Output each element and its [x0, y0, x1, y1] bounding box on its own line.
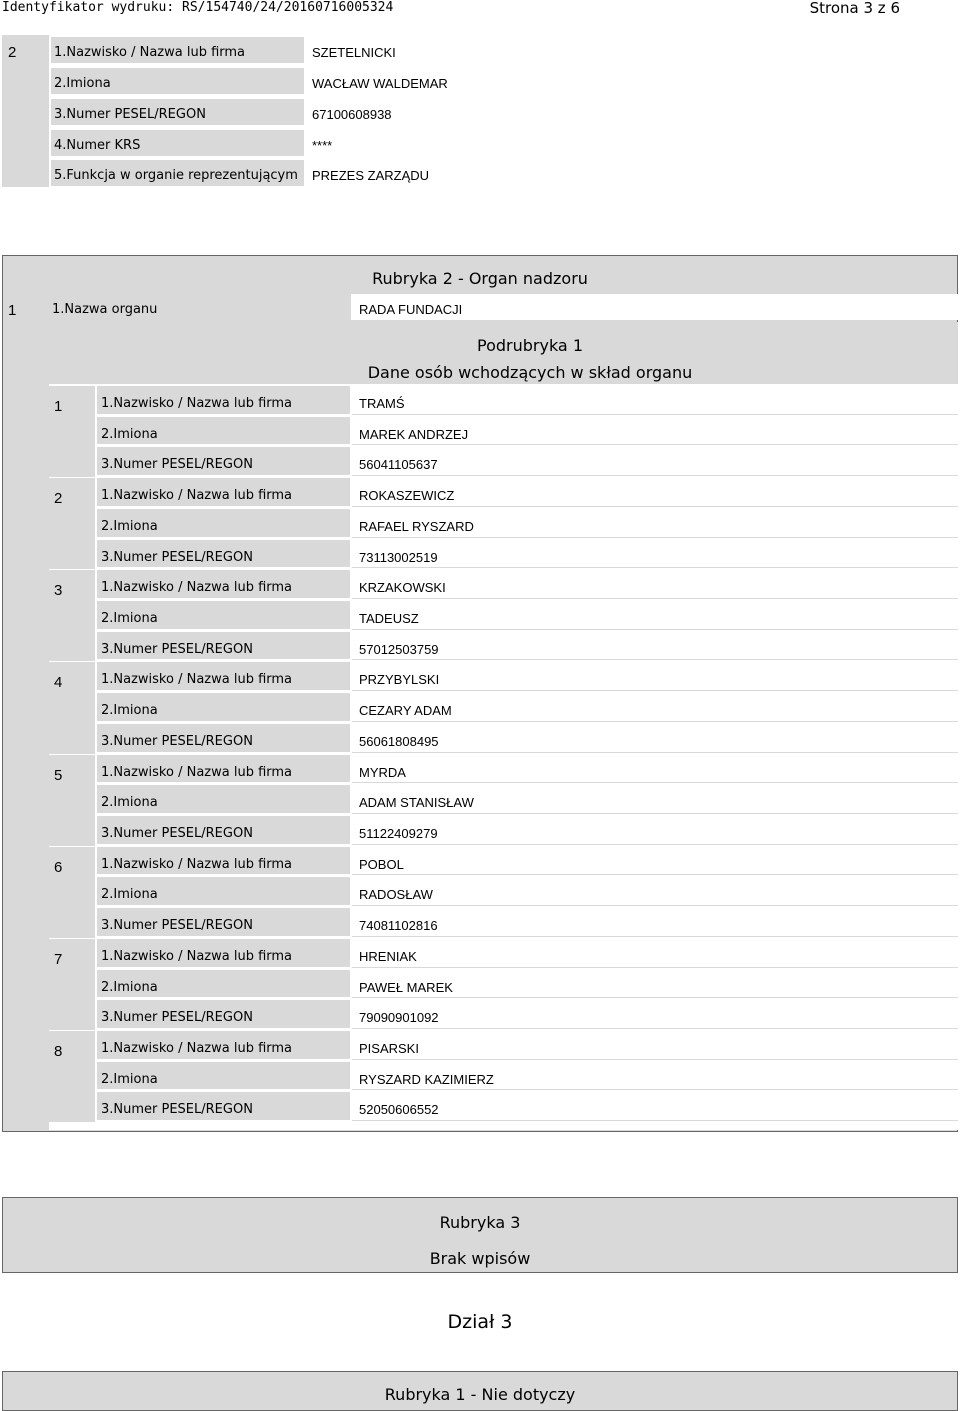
person-row-divider: [352, 813, 958, 814]
podrubryka-subtitle: Dane osób wchodzących w skład organu: [367, 363, 693, 382]
person-field-value: 73113002519: [359, 549, 438, 565]
person-field-label: 3.Numer PESEL/REGON: [101, 733, 253, 749]
dzial-3-title: Dział 3: [447, 1311, 513, 1333]
dzial-3-rubryka-1: Rubryka 1 - Nie dotyczy: [384, 1385, 576, 1404]
person-field-label: 3.Numer PESEL/REGON: [101, 1010, 253, 1026]
print-identifier: Identyfikator wydruku: RS/154740/24/20160716005324: [2, 0, 394, 15]
person-field-label: 2.Imiona: [101, 1071, 158, 1087]
person-field-value: 51122409279: [359, 825, 438, 841]
person-field-label: 3.Numer PESEL/REGON: [101, 918, 253, 934]
person-field-value: 74081102816: [359, 918, 438, 934]
person-row-divider: [352, 1028, 958, 1029]
person-field-label: 3.Numer PESEL/REGON: [101, 825, 253, 841]
person-index: 2: [54, 490, 63, 508]
person-field-value: 57012503759: [359, 641, 439, 657]
person-field-label: 1.Nazwisko / Nazwa lub firma: [101, 948, 293, 964]
person-field-value: PISARSKI: [359, 1040, 419, 1056]
person-field-value: POBOL: [359, 856, 404, 872]
person-index: 3: [54, 582, 63, 600]
person-row-divider: [352, 629, 958, 630]
person-field-value: PAWEŁ MAREK: [359, 979, 453, 995]
person-field-label: 2.Imiona: [101, 979, 158, 995]
person-index: 1: [54, 398, 63, 415]
top-person-value: PREZES ZARZĄDU: [312, 168, 430, 183]
person-field-label: 2.Imiona: [101, 703, 158, 719]
person-field-value: KRZAKOWSKI: [359, 580, 446, 596]
person-field-value: 56041105637: [359, 457, 438, 473]
person-field-label: 1.Nazwisko / Nazwa lub firma: [101, 580, 293, 596]
person-field-value: PRZYBYLSKI: [359, 672, 440, 688]
person-row-divider: [352, 537, 958, 538]
person-index: 4: [54, 674, 63, 692]
person-row-divider: [352, 936, 958, 937]
person-row-divider: [352, 659, 958, 660]
top-person-index: 2: [8, 44, 17, 61]
person-row-divider: [352, 1059, 958, 1060]
person-field-value: 79090901092: [359, 1010, 439, 1026]
person-field-label: 3.Numer PESEL/REGON: [101, 1102, 253, 1118]
person-field-value: 56061808495: [359, 733, 439, 749]
person-field-value: MYRDA: [359, 764, 406, 780]
person-row-divider: [352, 598, 958, 599]
top-person-label: 2.Imiona: [54, 76, 111, 91]
organ-label: 1.Nazwa organu: [52, 302, 158, 317]
top-person-label: 1.Nazwisko / Nazwa lub firma: [54, 45, 246, 60]
person-field-label: 2.Imiona: [101, 610, 158, 626]
person-field-label: 1.Nazwisko / Nazwa lub firma: [101, 856, 293, 872]
person-row-divider: [352, 506, 958, 507]
top-person-value: SZETELNICKI: [312, 45, 396, 60]
person-row-divider: [352, 905, 958, 906]
top-person-value: 67100608938: [312, 107, 392, 122]
person-field-value: RYSZARD KAZIMIERZ: [359, 1071, 494, 1087]
top-person-value: WACŁAW WALDEMAR: [312, 76, 448, 91]
person-row-divider: [352, 844, 958, 845]
person-row-divider: [352, 967, 958, 968]
top-person-label: 4.Numer KRS: [54, 138, 141, 153]
person-field-value: ROKASZEWICZ: [359, 488, 455, 504]
person-field-value: CEZARY ADAM: [359, 703, 452, 719]
person-field-value: 52050606552: [359, 1102, 439, 1118]
person-field-value: RAFAEL RYSZARD: [359, 518, 474, 534]
person-field-label: 1.Nazwisko / Nazwa lub firma: [101, 764, 293, 780]
person-field-label: 3.Numer PESEL/REGON: [101, 457, 253, 473]
person-row-divider: [352, 782, 958, 783]
person-row-divider: [352, 444, 958, 445]
person-row-divider: [352, 414, 958, 415]
person-row-divider: [352, 997, 958, 998]
person-field-label: 2.Imiona: [101, 795, 158, 811]
top-person-label: 5.Funkcja w organie reprezentującym: [54, 168, 298, 183]
person-field-label: 1.Nazwisko / Nazwa lub firma: [101, 488, 293, 504]
top-person-value: ****: [312, 138, 333, 153]
person-field-label: 2.Imiona: [101, 887, 158, 903]
organ-value: RADA FUNDACJI: [359, 302, 463, 317]
page-number: Strona 3 z 6: [809, 0, 900, 17]
person-field-label: 2.Imiona: [101, 518, 158, 534]
person-index: 6: [54, 858, 63, 876]
person-row-divider: [352, 567, 958, 568]
person-row-divider: [352, 874, 958, 875]
person-field-value: HRENIAK: [359, 948, 417, 964]
person-row-divider: [352, 690, 958, 691]
person-field-value: ADAM STANISŁAW: [359, 795, 474, 811]
person-field-value: MAREK ANDRZEJ: [359, 426, 469, 442]
person-index: 7: [54, 950, 63, 968]
person-row-divider: [352, 1089, 958, 1090]
person-field-label: 1.Nazwisko / Nazwa lub firma: [101, 672, 293, 688]
person-index: 5: [54, 766, 63, 784]
top-person-label: 3.Numer PESEL/REGON: [54, 107, 206, 122]
person-index: 8: [54, 1042, 63, 1060]
podrubryka-title: Podrubryka 1: [477, 336, 583, 355]
rubryka-3-title: Rubryka 3: [439, 1213, 521, 1232]
person-field-label: 1.Nazwisko / Nazwa lub firma: [101, 396, 293, 411]
rubryka-3-empty: Brak wpisów: [429, 1249, 531, 1268]
person-field-label: 3.Numer PESEL/REGON: [101, 549, 253, 565]
person-field-label: 1.Nazwisko / Nazwa lub firma: [101, 1040, 293, 1056]
person-row-divider: [352, 1120, 958, 1121]
person-row-divider: [352, 752, 958, 753]
person-row-divider: [352, 475, 958, 476]
person-field-value: TRAMŚ: [359, 396, 405, 411]
person-field-label: 2.Imiona: [101, 426, 158, 442]
person-field-label: 3.Numer PESEL/REGON: [101, 641, 253, 657]
rubryka-2-index: 1: [8, 302, 17, 319]
person-field-value: RADOSŁAW: [359, 887, 433, 903]
person-field-value: TADEUSZ: [359, 610, 419, 626]
rubryka-2-title: Rubryka 2 - Organ nadzoru: [372, 269, 588, 288]
person-row-divider: [352, 721, 958, 722]
